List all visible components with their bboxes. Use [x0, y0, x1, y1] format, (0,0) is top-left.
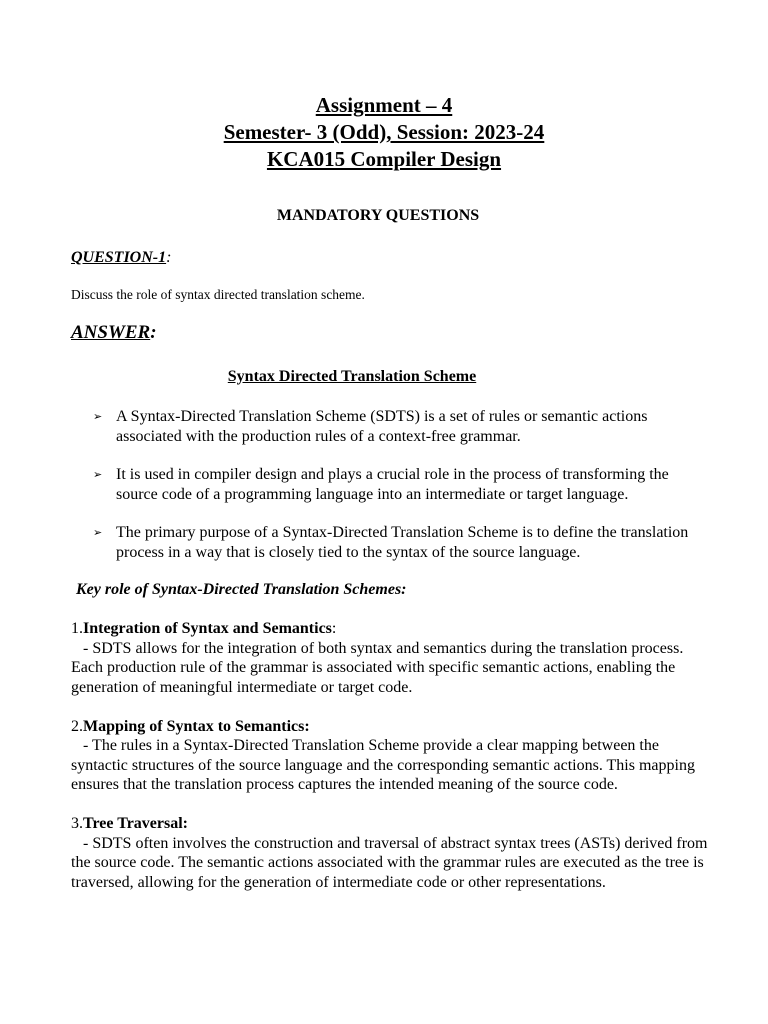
- arrow-bullet-icon: ➢: [93, 410, 103, 423]
- bullet-text: It is used in compiler design and plays a crucial role in the process of transforming the source code of a programming language into an intermediate or target language.: [116, 466, 669, 503]
- key-role-item: [71, 717, 711, 795]
- bullet-text: A Syntax-Directed Translation Scheme (SDTS) is a set of rules or semantic actions associated with the production rules of a context-free grammar.: [116, 408, 648, 445]
- answer-label-text: ANSWER: [71, 322, 151, 343]
- key-role-item: [71, 814, 711, 892]
- item-heading-text: Mapping of Syntax to Semantics:: [83, 717, 310, 735]
- assignment-title: Assignment – 4: [315, 93, 453, 117]
- key-role-list: [71, 619, 711, 912]
- answer-label-colon: :: [150, 322, 157, 343]
- question-text: Discuss the role of syntax directed translation scheme.: [71, 287, 365, 302]
- bullet-list: [93, 407, 713, 581]
- key-role-item-heading: [71, 619, 711, 639]
- key-role-item-body: - The rules in a Syntax-Directed Translation Scheme provide a clear mapping between the syntactic structures of the source language and the corresponding semantic actions. This mapping ensures that the translation process captures the intended meaning of the source code.: [71, 737, 699, 793]
- question-label: [71, 249, 171, 267]
- key-role-item-heading: [71, 717, 711, 737]
- answer-label: [71, 322, 157, 344]
- item-number: 1.: [71, 620, 83, 637]
- key-role-item-body: - SDTS allows for the integration of both syntax and semantics during the translation process. Each production rule of the grammar is associated with specific semantic actions, enabling the generation of meaningful intermediate or target code.: [71, 639, 688, 696]
- item-number: 2.: [71, 717, 83, 735]
- key-role-heading: Key role of Syntax-Directed Translation Schemes:: [76, 581, 407, 598]
- key-role-item-body: - SDTS often involves the construction and traversal of abstract syntax trees (ASTs) derived from the source code. The semantic actions associated with the grammar rules are executed as the tree is traversed, allowing for the generation of intermediate code or other representations.: [71, 834, 712, 891]
- course-title: KCA015 Compiler Design: [266, 147, 502, 171]
- bullet-item: [93, 465, 713, 504]
- item-heading-suffix: :: [331, 620, 337, 637]
- item-heading-text: Integration of Syntax and Semantics: [83, 620, 332, 637]
- bullet-item: [93, 407, 713, 446]
- bullet-text: The primary purpose of a Syntax-Directed Translation Scheme is to define the translation process in a way that is closely tied to the syntax of the source language.: [116, 524, 689, 561]
- semester-session: Semester- 3 (Odd), Session: 2023-24: [223, 120, 545, 144]
- answer-subheading: Syntax Directed Translation Scheme: [227, 368, 477, 385]
- section-heading: MANDATORY QUESTIONS: [276, 207, 480, 224]
- key-role-item-heading: [71, 814, 711, 834]
- document-title: [0, 92, 768, 173]
- arrow-bullet-icon: ➢: [93, 468, 103, 481]
- key-role-item: [71, 619, 711, 697]
- item-heading-text: Tree Traversal:: [83, 815, 188, 832]
- arrow-bullet-icon: ➢: [93, 526, 103, 539]
- item-number: 3.: [71, 815, 83, 832]
- question-label-text: QUESTION-1: [71, 249, 167, 266]
- bullet-item: [93, 523, 713, 562]
- question-label-colon: :: [166, 249, 172, 266]
